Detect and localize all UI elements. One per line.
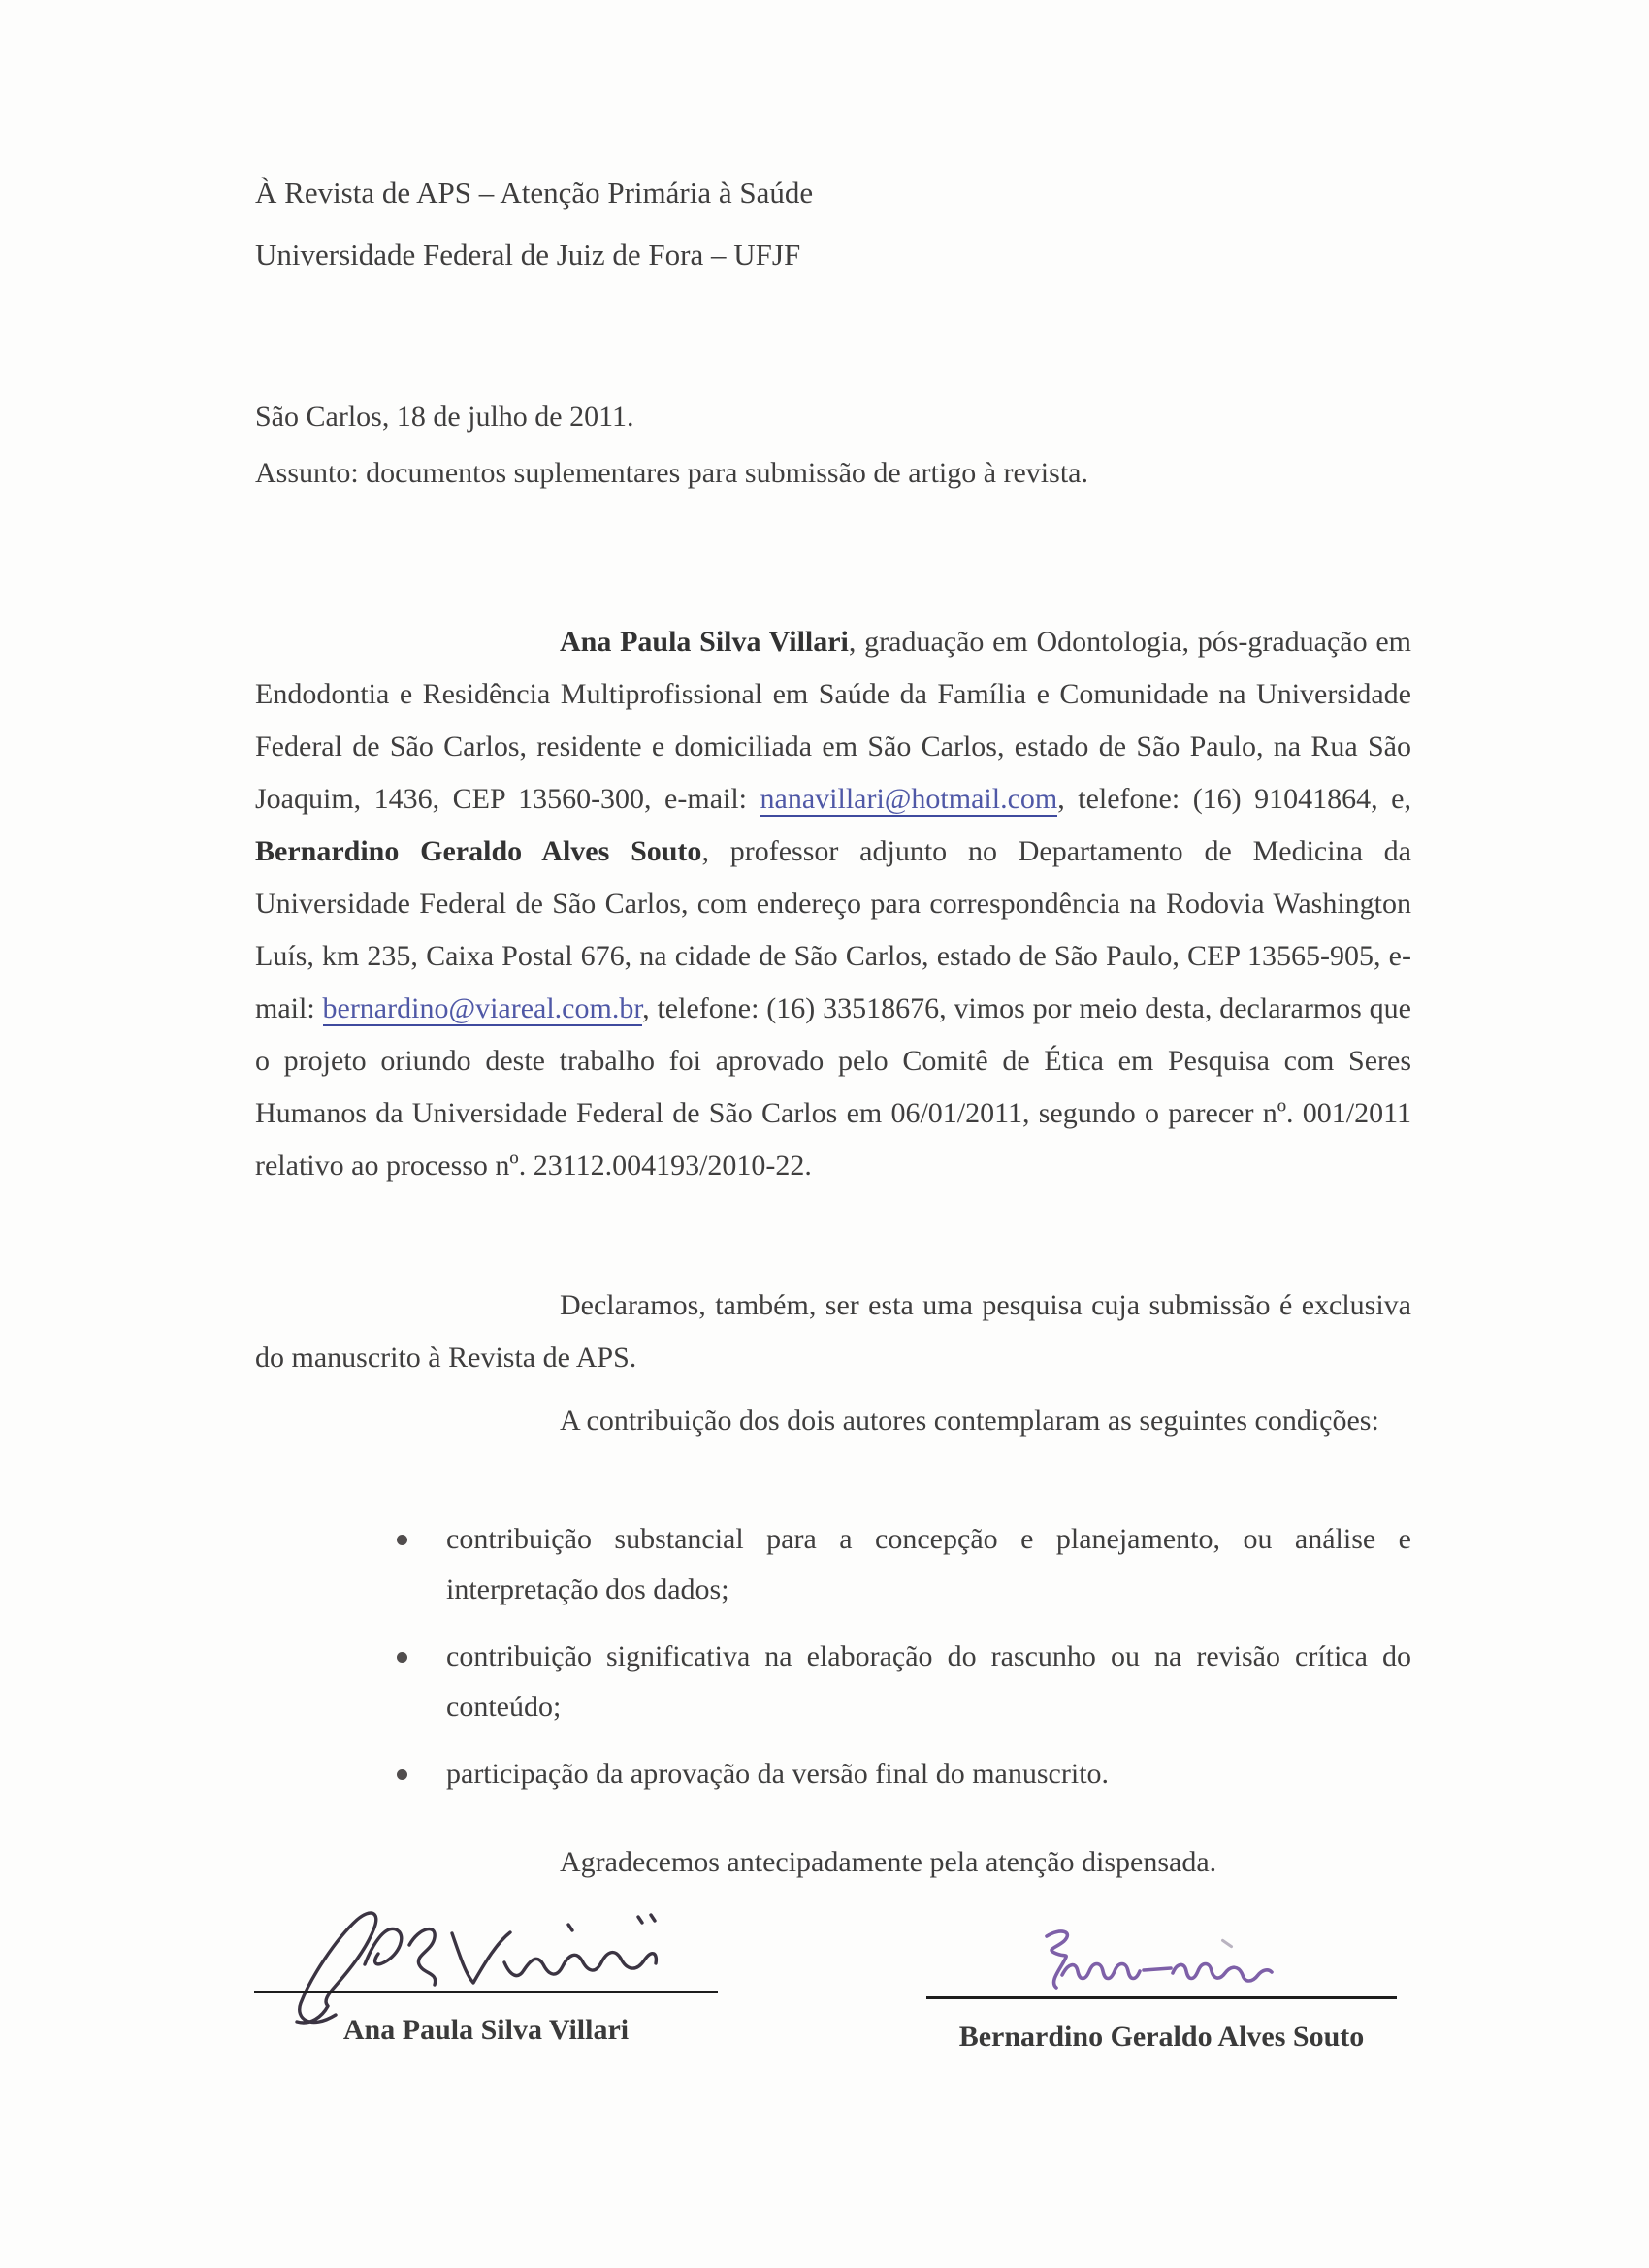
signer-name-bernardino: Bernardino Geraldo Alves Souto: [958, 2021, 1365, 2053]
main-paragraph-text: , telefone: (16) 91041864, e,: [1057, 783, 1411, 815]
main-paragraph: [255, 616, 1411, 1192]
bernardino-handwritten-signature: [1012, 1927, 1283, 2000]
main-paragraph-text: , professor adjunto no Departamento de Medicina da Universidade Federal de São Carlos, com endereço para correspondência na Rodovia Washington Luís, km 235, Caixa Postal 676, na cidade de São Carlos, estado de São Paulo, CEP 13565-905, e-mail:: [255, 835, 1412, 1024]
closing-thanks-paragraph: Agradecemos antecipadamente pela atenção dispensada.: [560, 1846, 1217, 1878]
signer-name-ana: Ana Paula Silva Villari: [342, 2014, 630, 2046]
contribution-intro-paragraph: A contribuição dos dois autores contemplaram as seguintes condições:: [560, 1405, 1379, 1437]
condition-item-1: contribuição substancial para a concepção e planejamento, ou análise e interpretação dos dados;: [255, 1514, 1411, 1615]
date-line: São Carlos, 18 de julho de 2011.: [255, 401, 634, 433]
signature-line-bernardino: [926, 1996, 1397, 1999]
condition-item-2: contribuição significativa na elaboração do rascunho ou na revisão crítica do conteúdo;: [255, 1632, 1411, 1733]
condition-item-3: participação da aprovação da versão final do manuscrito.: [255, 1749, 1411, 1799]
author-name-ana: Ana Paula Silva Villari: [560, 626, 849, 658]
author-name-bernardino: Bernardino Geraldo Alves Souto: [255, 835, 702, 867]
subject-line: Assunto: documentos suplementares para submissão de artigo à revista.: [255, 457, 1088, 489]
addressee-line-1: À Revista de APS – Atenção Primária à Saúde: [255, 176, 814, 210]
main-paragraph-text: , telefone: (16) 33518676, vimos por meio desta, declararmos que o projeto oriundo deste trabalho foi aprovado pelo Comitê de Ética em Pesquisa com Seres Humanos da Universidade Federal de São Carlos em 06/01/2011, segundo o parecer nº. 001/2011 relativo ao processo nº. 23112.004193/2010-22.: [255, 992, 1411, 1182]
main-paragraph-text: , graduação em Odontologia, pós-graduação em Endodontia e Residência Multiprofissional em Saúde da Família e Comunidade na Universidade Federal de São Carlos, residente e domiciliada em São Carlos, estado de São Paulo, na Rua São Joaquim, 1436, CEP 13560-300, e-mail:: [255, 626, 1411, 815]
dateline-block: [255, 389, 1411, 502]
signature-line-ana: [254, 1991, 718, 1993]
email-link-bernardino[interactable]: bernardino@viareal.com.br: [322, 992, 643, 1024]
email-link-ana[interactable]: nanavillari@hotmail.com: [760, 783, 1058, 815]
addressee-line-2: Universidade Federal de Juiz de Fora – UFJF: [255, 238, 801, 272]
declaration-paragraph: Declaramos, também, ser esta uma pesquisa cuja submissão é exclusiva do manuscrito à Revista de APS.: [255, 1289, 1411, 1374]
conditions-list: [255, 1514, 1411, 1816]
addressee-block: [255, 162, 1411, 286]
